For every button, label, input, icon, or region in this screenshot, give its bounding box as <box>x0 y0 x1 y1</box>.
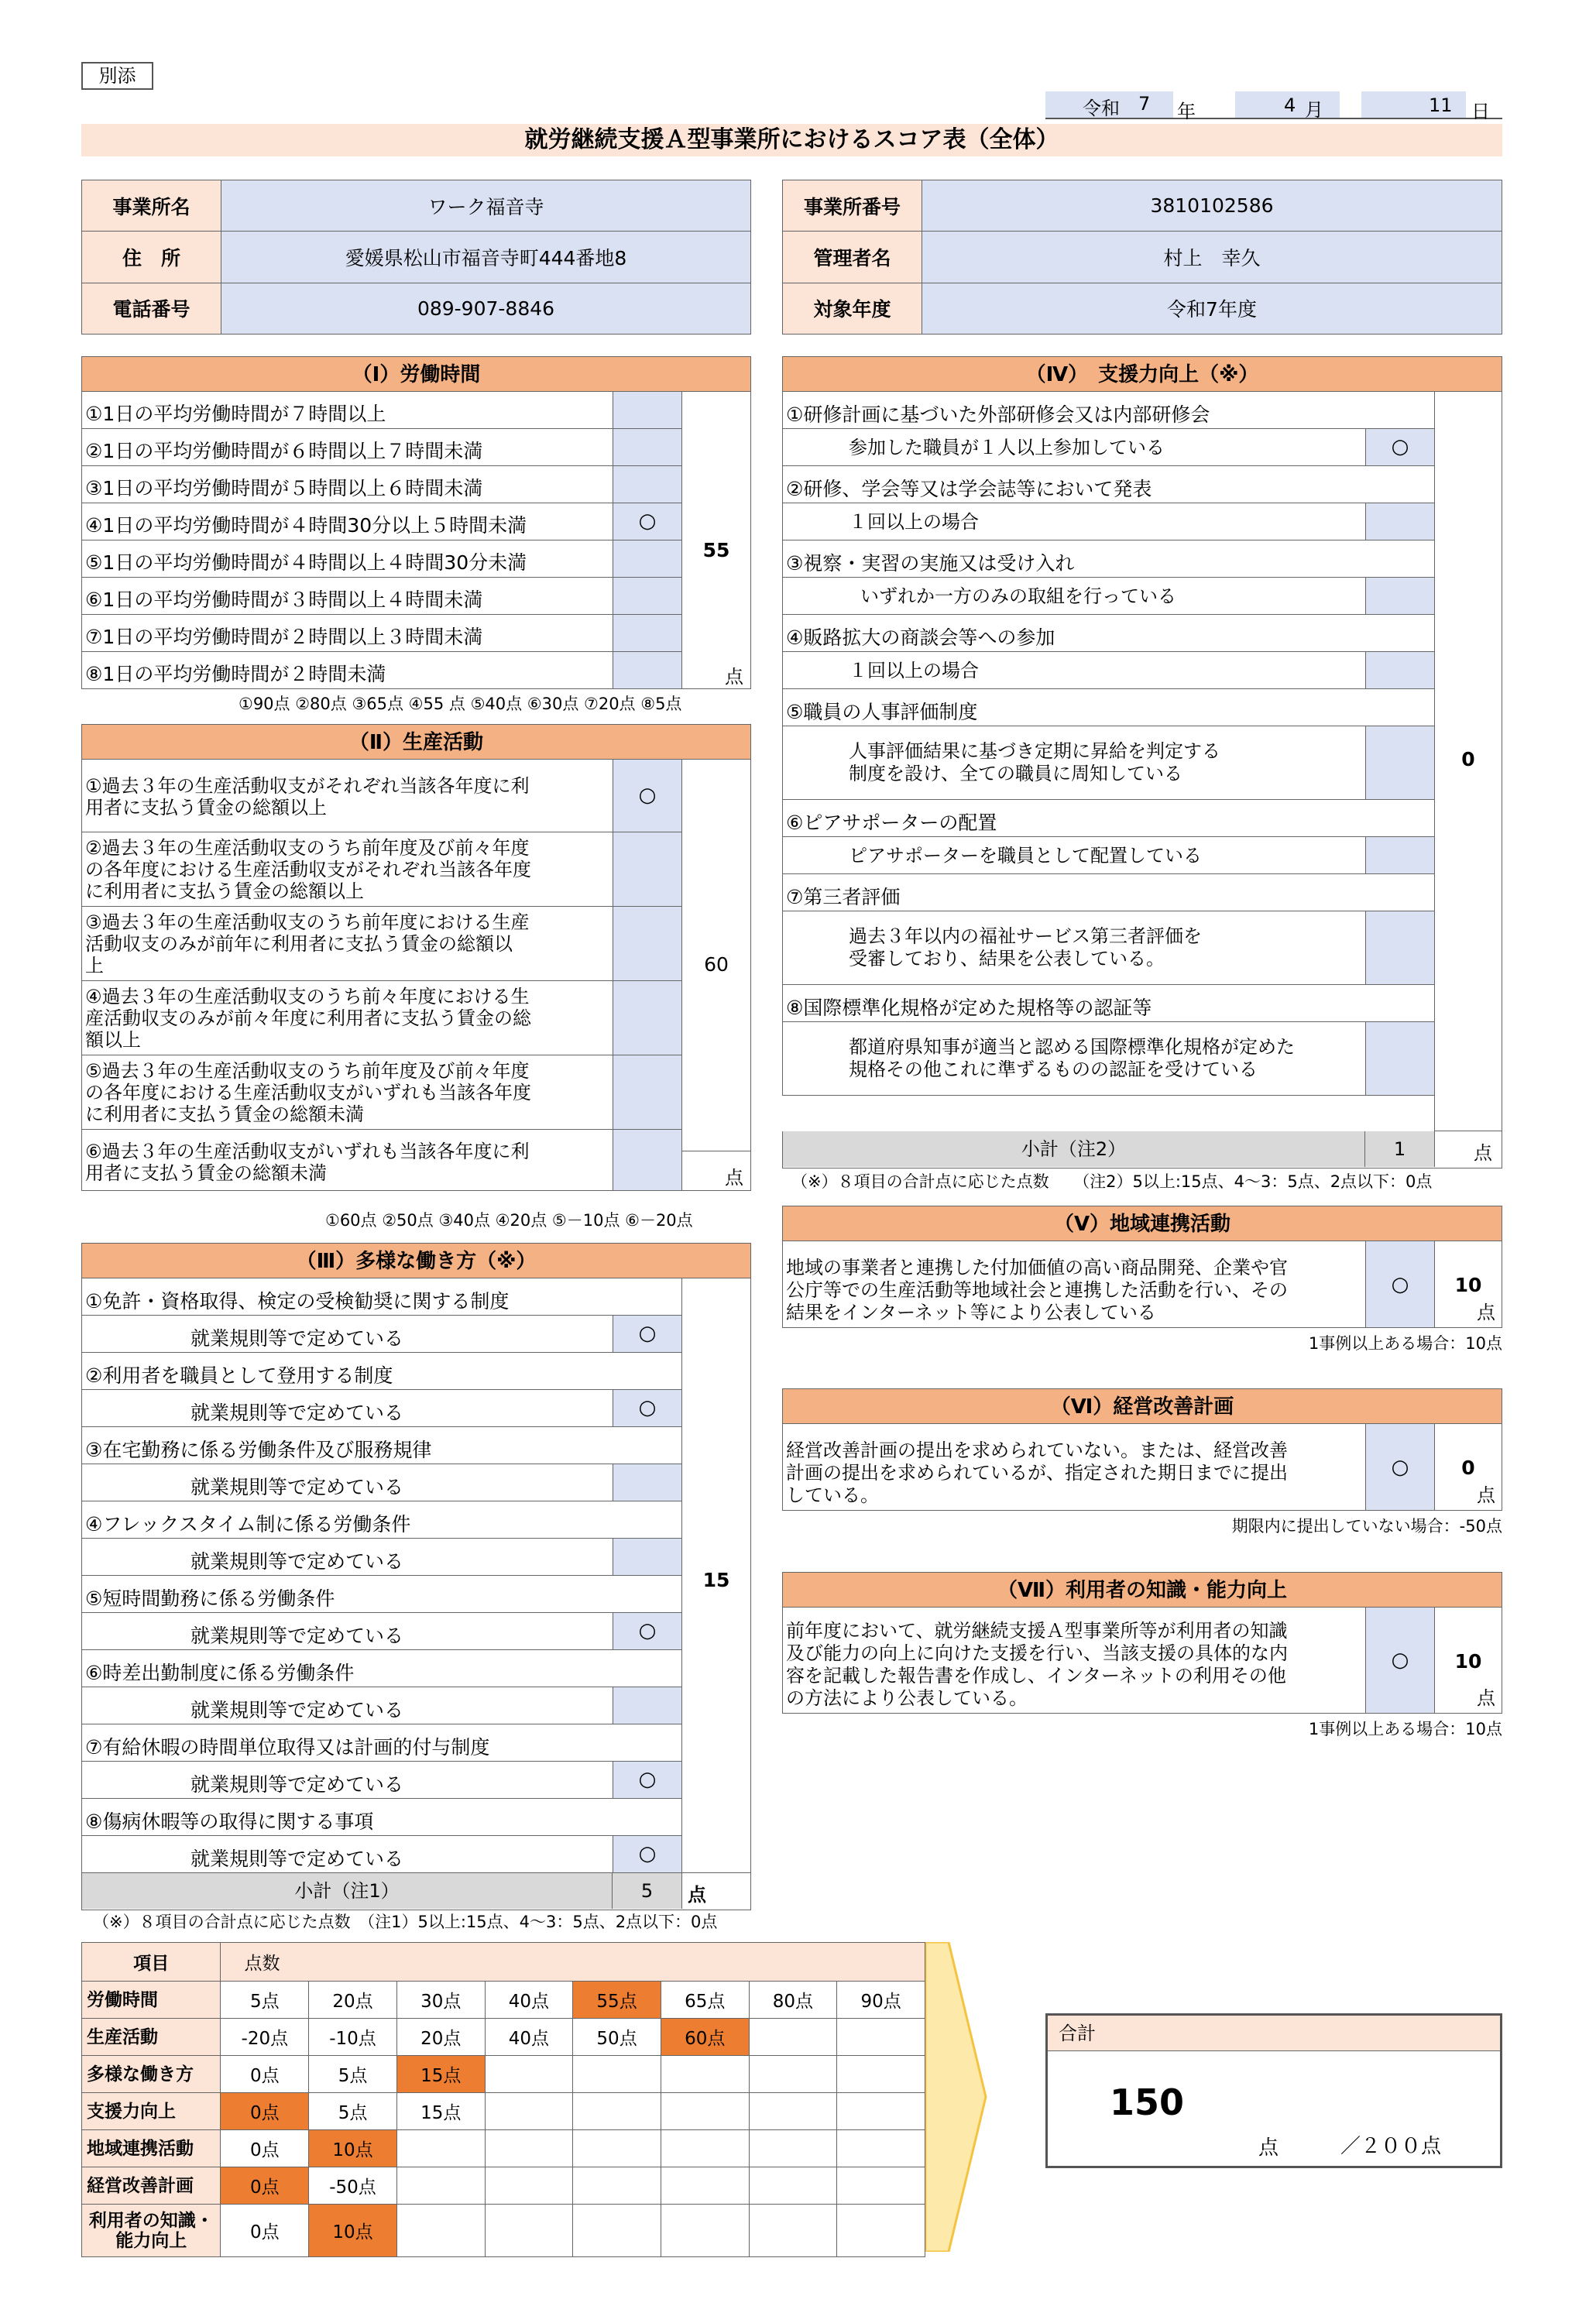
work-hours-row: ③1日の平均労働時間が５時間以上６時間未満 <box>81 466 681 503</box>
score-cell: 80点 <box>749 1982 837 2019</box>
check-cell[interactable] <box>613 1130 682 1190</box>
flexible-work-item: ⑧傷病休暇等の取得に関する事項 <box>81 1799 681 1836</box>
score-cell: 0点 <box>221 2130 309 2167</box>
score-cell: 40点 <box>485 2019 573 2056</box>
sec4-score: 0 <box>1461 748 1475 770</box>
selected-score-cell: 0点 <box>221 2167 309 2205</box>
flexible-work-sub: 就業規則等で定めている <box>81 1464 681 1501</box>
check-cell[interactable] <box>613 392 682 428</box>
manager-name: 村上 幸久 <box>922 232 1502 283</box>
flexible-work-item: ②利用者を職員として登用する制度 <box>81 1353 681 1390</box>
score-cell: 20点 <box>396 2019 485 2056</box>
support-item: ③視察・実習の実施又は受け入れ <box>782 540 1434 578</box>
summary-row: 経営改善計画 0点 -50点 <box>82 2167 925 2205</box>
score-cell <box>749 2130 837 2167</box>
sec1-note: ①90点 ②80点 ③65点 ④55 点 ⑤40点 ⑥30点 ⑦20点 ⑧5点 <box>239 695 682 713</box>
work-hours-row: ⑦1日の平均労働時間が２時間以上３時間未満 <box>81 615 681 652</box>
production-row: ⑥過去３年の生産活動収支がいずれも当該各年度に利 用者に支払う賃金の総額未満 <box>81 1130 681 1191</box>
summary-row: 多様な働き方 0点 5点 15点 <box>82 2056 925 2093</box>
work-hours-row: ④1日の平均労働時間が４時間30分以上５時間未満 ○ <box>81 503 681 540</box>
selected-score-cell: 60点 <box>661 2019 749 2056</box>
score-cell: -10点 <box>309 2019 397 2056</box>
score-cell: 40点 <box>485 1982 573 2019</box>
flexible-work-sub: 就業規則等で定めている <box>81 1539 681 1576</box>
sec7-note: 1事例以上ある場合：10点 <box>1308 1720 1502 1738</box>
support-item: ⑦第三者評価 <box>782 874 1434 911</box>
support-item: ②研修、学会等又は学会誌等において発表 <box>782 466 1434 503</box>
check-cell[interactable] <box>613 466 682 503</box>
score-cell: 65点 <box>661 1982 749 2019</box>
production-row: ③過去３年の生産活動収支のうち前年度における生産 活動収支のみが前年に利用者に支払う賃金の総額以 上 <box>81 907 681 981</box>
selected-score-cell: 10点 <box>309 2205 397 2257</box>
score-cell: 20点 <box>309 1982 397 2019</box>
check-cell[interactable] <box>613 1539 682 1575</box>
score-cell: 50点 <box>573 2019 661 2056</box>
flexible-work-sub: 就業規則等で定めている <box>81 1687 681 1724</box>
work-hours-row: ①1日の平均労働時間が７時間以上 <box>81 392 681 429</box>
score-cell <box>573 2093 661 2130</box>
sec3-note: （※）８項目の合計点に応じた点数 （注1）5以上:15点、4〜3：5点、2点以下：0点 <box>93 1913 718 1931</box>
score-cell <box>749 2019 837 2056</box>
score-cell <box>749 2056 837 2093</box>
sec5-score: 10 <box>1454 1274 1482 1296</box>
check-cell[interactable]: ○ <box>1365 1241 1435 1327</box>
check-cell[interactable] <box>613 652 682 688</box>
production-row: ⑤過去３年の生産活動収支のうち前年度及び前々年度 の各年度における生産活動収支がいずれも当該各年度 に利用者に支払う賃金の総額未満 <box>81 1055 681 1130</box>
summary-row: 利用者の知識・能力向上 0点 10点 <box>82 2205 925 2257</box>
score-cell <box>485 2205 573 2257</box>
sec7-score: 10 <box>1454 1649 1482 1673</box>
score-cell <box>837 2093 925 2130</box>
sec6-note: 期限内に提出していない場合：-50点 <box>1231 1517 1502 1536</box>
score-cell: 5点 <box>221 1982 309 2019</box>
support-sub: １回以上の場合 <box>782 503 1434 540</box>
score-cell <box>837 2056 925 2093</box>
score-cell: -20点 <box>221 2019 309 2056</box>
check-cell[interactable]: ○ <box>1365 1608 1435 1713</box>
sec4-subtotal: 1 <box>1365 1131 1435 1167</box>
support-item: ⑤職員の人事評価制度 <box>782 689 1434 726</box>
office-phone: 089-907-8846 <box>221 283 751 334</box>
sec3-score: 15 <box>702 1569 730 1591</box>
office-address: 愛媛県松山市福音寺町444番地8 <box>221 232 751 283</box>
check-cell[interactable] <box>613 540 682 577</box>
support-item: ⑥ピアサポーターの配置 <box>782 800 1434 837</box>
score-cell <box>573 2130 661 2167</box>
check-cell[interactable] <box>613 981 682 1055</box>
sec7-section: （Ⅶ）利用者の知識・能力向上 前年度において、就労継続支援Ａ型事業所等が利用者の知識 及び能力の向上に向けた支援を行い、当該支援の具体的な内 容を記載した報告書を作成し、インターネットの利用その他 の方法により公表している。 ○ 10 点 1事例以上ある場合：10点 <box>782 1572 1502 1714</box>
flexible-work-sub: 就業規則等で定めている ○ <box>81 1836 681 1873</box>
check-cell[interactable]: ○ <box>613 1316 682 1352</box>
score-cell <box>661 2056 749 2093</box>
arrow-right-icon <box>925 1942 987 2252</box>
support-sub: いずれか一方のみの取組を行っている <box>782 578 1434 615</box>
check-cell[interactable] <box>613 615 682 651</box>
score-cell: 0点 <box>221 2056 309 2093</box>
support-item: ①研修計画に基づいた外部研修会又は内部研修会 <box>782 392 1434 429</box>
score-cell: 5点 <box>309 2093 397 2130</box>
check-cell[interactable] <box>1365 911 1435 984</box>
day: 11 <box>1429 94 1453 116</box>
sec1-score: 55 <box>702 539 730 561</box>
support-sub: 人事評価結果に基づき定期に昇給を判定する 制度を設け、全ての職員に周知している <box>782 726 1434 800</box>
year: 7 <box>1138 93 1151 115</box>
work-hours-row: ⑥1日の平均労働時間が３時間以上４時間未満 <box>81 578 681 615</box>
work-hours-row: ②1日の平均労働時間が６時間以上７時間未満 <box>81 429 681 466</box>
section-production: （Ⅱ）生産活動 ①過去３年の生産活動収支がそれぞれ当該各年度に利 用者に支払う賃金の総額以上 ○ ②過去３年の生産活動収支のうち前年度及び前々年度 の各年度における生産活動収支がそれぞれ当該各年度 に利用者に支払う賃金の総額以上 ③過去３年の生産活動収支のうち前年度における生産 活動収支のみが前年に利用者に支払う賃金の総額以 上 ④過去３年の生産活動収支のうち前々年度における生 産活動収支のみが前々年度に利用者に支払う賃金の総 額以上 ⑤過去３年の生産活動収支のうち前年度及び前々年度 の各年度における生産活動収支がいずれも当該各年度 に利用者に支払う賃金の総額未満 ⑥過去３年の生産活動収支がいずれも当該各年度に利 用者に支払う賃金の総額未満 60 点 <box>81 724 751 1191</box>
fiscal-year: 令和7年度 <box>922 283 1502 334</box>
selected-score-cell: 0点 <box>221 2093 309 2130</box>
support-sub: １回以上の場合 <box>782 652 1434 689</box>
sec2-note: ①60点 ②50点 ③40点 ④20点 ⑤－10点 ⑥－20点 <box>325 1211 693 1230</box>
score-cell: 30点 <box>396 1982 485 2019</box>
sec2-score: 60 <box>704 953 729 976</box>
summary-row: 支援力向上 0点 5点 15点 <box>82 2093 925 2130</box>
office-name: ワーク福音寺 <box>221 180 751 232</box>
flexible-work-item: ⑤短時間勤務に係る労働条件 <box>81 1576 681 1613</box>
flexible-work-item: ④フレックスタイム制に係る労働条件 <box>81 1501 681 1539</box>
sec3-subtotal: 5 <box>613 1873 682 1909</box>
flexible-work-sub: 就業規則等で定めている ○ <box>81 1762 681 1799</box>
check-cell[interactable]: ○ <box>1365 429 1435 465</box>
score-cell <box>485 2167 573 2205</box>
score-cell <box>573 2205 661 2257</box>
support-sub: 過去３年以内の福祉サービス第三者評価を 受審しており、結果を公表している。 <box>782 911 1434 985</box>
check-cell[interactable]: ○ <box>613 1613 682 1649</box>
check-cell[interactable] <box>1365 503 1435 540</box>
total-box: 合計 150 点 ／２００点 <box>1045 2013 1502 2168</box>
score-cell: 15点 <box>396 2093 485 2130</box>
era: 令和 <box>1083 98 1120 119</box>
check-cell[interactable] <box>613 1464 682 1501</box>
section-flexible-work: （Ⅲ）多様な働き方（※） ①免許・資格取得、検定の受検勧奨に関する制度 就業規則等で定めている ○ ②利用者を職員として登用する制度 就業規則等で定めている ○ ③在宅勤務に係る労働条件及び服務規律 就業規則等で定めている ④フレックスタイム制に係る労働条件 就業規則等で定めている ⑤短時間勤務に係る労働条件 就業規則等で定めている ○ ⑥時差出勤制度に係る労働条件 就業規則等で定めている ⑦有給休暇の時間単位取得又は計画的付与制度 就業規則等で定めている ○ ⑧傷病休暇等の取得に関する事項 就業規則等で定めている ○ 15 小計（注1） 5 点 <box>81 1243 751 1873</box>
selected-score-cell: 55点 <box>573 1982 661 2019</box>
score-cell <box>485 2130 573 2167</box>
flexible-work-sub: 就業規則等で定めている ○ <box>81 1390 681 1427</box>
check-cell[interactable]: ○ <box>613 1836 682 1872</box>
check-cell[interactable] <box>613 832 682 906</box>
production-row: ②過去３年の生産活動収支のうち前年度及び前々年度 の各年度における生産活動収支がそれぞれ当該各年度 に利用者に支払う賃金の総額以上 <box>81 832 681 907</box>
score-cell: 90点 <box>837 1982 925 2019</box>
score-cell <box>837 2205 925 2257</box>
check-cell[interactable] <box>1365 837 1435 873</box>
summary-row: 生産活動 -20点 -10点 20点 40点 50点 60点 <box>82 2019 925 2056</box>
score-cell <box>837 2130 925 2167</box>
score-cell <box>837 2167 925 2205</box>
info-table-left: 事業所名 ワーク福音寺 住 所 愛媛県松山市福音寺町444番地8 電話番号 089-907-8846 <box>81 180 751 335</box>
score-cell <box>837 2019 925 2056</box>
sec4-note: （※）８項目の合計点に応じた点数 （注2）5以上:15点、4〜3：5点、2点以下：0点 <box>791 1172 1433 1191</box>
score-cell <box>749 2093 837 2130</box>
flexible-work-item: ⑥時差出勤制度に係る労働条件 <box>81 1650 681 1687</box>
check-cell[interactable] <box>613 1687 682 1724</box>
support-sub: 都道府県知事が適当と認める国際標準化規格が定めた 規格その他これに準ずるものの認証を受けている <box>782 1022 1434 1096</box>
sec6-score: 0 <box>1461 1457 1475 1479</box>
score-cell <box>485 2093 573 2130</box>
flexible-work-item: ③在宅勤務に係る労働条件及び服務規律 <box>81 1427 681 1464</box>
check-cell[interactable]: ○ <box>613 1762 682 1798</box>
score-cell <box>749 2167 837 2205</box>
attachment-label: 別添 <box>81 62 153 90</box>
score-cell <box>396 2130 485 2167</box>
score-cell <box>573 2056 661 2093</box>
total-score: 150 <box>1110 2081 1185 2123</box>
flexible-work-sub: 就業規則等で定めている ○ <box>81 1613 681 1650</box>
check-cell[interactable]: ○ <box>613 1390 682 1426</box>
check-cell[interactable] <box>613 1055 682 1129</box>
check-cell[interactable] <box>1365 652 1435 688</box>
summary-row: 地域連携活動 0点 10点 <box>82 2130 925 2167</box>
support-sub: 参加した職員が１人以上参加している ○ <box>782 429 1434 466</box>
check-cell[interactable]: ○ <box>1365 1424 1435 1510</box>
production-row: ①過去３年の生産活動収支がそれぞれ当該各年度に利 用者に支払う賃金の総額以上 ○ <box>81 760 681 832</box>
check-cell[interactable] <box>1365 578 1435 614</box>
score-cell <box>661 2093 749 2130</box>
date-row: 令和 7 年 4 月 11 日 <box>1045 91 1502 119</box>
check-cell[interactable]: ○ <box>613 760 682 832</box>
score-cell <box>396 2167 485 2205</box>
score-cell <box>661 2130 749 2167</box>
section-working-hours: （Ⅰ）労働時間 ①1日の平均労働時間が７時間以上 ②1日の平均労働時間が６時間以上７時間未満 ③1日の平均労働時間が５時間以上６時間未満 ④1日の平均労働時間が４時間30分以上５時間未満 ○ ⑤1日の平均労働時間が４時間以上４時間30分未満 ⑥1日の平均労働時間が３時間以上４時間未満 ⑦1日の平均労働時間が２時間以上３時間未満 ⑧1日の平均労働時間が２時間未満 55 点 <box>81 356 751 689</box>
support-item: ④販路拡大の商談会等への参加 <box>782 615 1434 652</box>
support-item: ⑧国際標準化規格が定めた規格等の認証等 <box>782 985 1434 1022</box>
work-hours-row: ⑧1日の平均労働時間が２時間未満 <box>81 652 681 689</box>
score-cell: 5点 <box>309 2056 397 2093</box>
section-support-skills: （Ⅳ） 支援力向上（※） ①研修計画に基づいた外部研修会又は内部研修会 参加した職員が１人以上参加している ○ ②研修、学会等又は学会誌等において発表 １回以上の場合 ③視察・実習の実施又は受け入れ いずれか一方のみの取組を行っている ④販路拡大の商談会等への参加 １回以上の場合 ⑤職員の人事評価制度 人事評価結果に基づき定期に昇給を判定する 制度を設け、全ての職員に周知している ⑥ピアサポーターの配置 ピアサポーターを職員として配置している ⑦第三者評価 過去３年以内の福祉サービス第三者評価を 受審しており、結果を公表している。 ⑧国際標準化規格が定めた規格等の認証等 都道府県知事が適当と認める国際標準化規格が定めた 規格その他これに準ずるものの認証を受けている 0 小計（注2） 1 点 <box>782 356 1502 1096</box>
office-number: 3810102586 <box>922 180 1502 232</box>
score-cell: 0点 <box>221 2205 309 2257</box>
sec6-section: （Ⅵ）経営改善計画 経営改善計画の提出を求められていない。または、経営改善 計画の提出を求められているが、指定された期日までに提出 している。 ○ 0 点 期限内に提出していない場合：-50点 <box>782 1388 1502 1511</box>
score-cell <box>661 2167 749 2205</box>
summary-row: 労働時間 5点 20点 30点 40点 55点 65点 80点 90点 <box>82 1982 925 2019</box>
sec5-note: 1事例以上ある場合：10点 <box>1308 1334 1502 1353</box>
flexible-work-item: ①免許・資格取得、検定の受検勧奨に関する制度 <box>81 1278 681 1316</box>
check-cell[interactable] <box>613 907 682 980</box>
score-cell <box>485 2056 573 2093</box>
production-row: ④過去３年の生産活動収支のうち前々年度における生 産活動収支のみが前々年度に利用者に支払う賃金の総 額以上 <box>81 981 681 1055</box>
score-cell: -50点 <box>309 2167 397 2205</box>
score-cell <box>749 2205 837 2257</box>
info-table-right: 事業所番号 3810102586 管理者名 村上 幸久 対象年度 令和7年度 <box>782 180 1502 335</box>
score-cell <box>396 2205 485 2257</box>
check-cell[interactable] <box>1365 726 1435 799</box>
selected-score-cell: 10点 <box>309 2130 397 2167</box>
flexible-work-sub: 就業規則等で定めている ○ <box>81 1316 681 1353</box>
support-sub: ピアサポーターを職員として配置している <box>782 837 1434 874</box>
score-cell <box>661 2205 749 2257</box>
check-cell[interactable] <box>613 429 682 465</box>
score-cell <box>573 2167 661 2205</box>
check-cell[interactable] <box>1365 1022 1435 1095</box>
check-cell[interactable] <box>613 578 682 614</box>
check-cell[interactable]: ○ <box>613 503 682 540</box>
month: 4 <box>1284 94 1296 116</box>
work-hours-row: ⑤1日の平均労働時間が４時間以上４時間30分未満 <box>81 540 681 578</box>
selected-score-cell: 15点 <box>396 2056 485 2093</box>
flexible-work-item: ⑦有給休暇の時間単位取得又は計画的付与制度 <box>81 1724 681 1762</box>
page-title: 就労継続支援Ａ型事業所におけるスコア表（全体） <box>81 124 1502 156</box>
sec5-section: （Ⅴ）地域連携活動 地域の事業者と連携した付加価値の高い商品開発、企業や官 公庁等での生産活動等地域社会と連携した活動を行い、その 結果をインターネット等により公表している ○ 10 点 1事例以上ある場合：10点 <box>782 1206 1502 1328</box>
